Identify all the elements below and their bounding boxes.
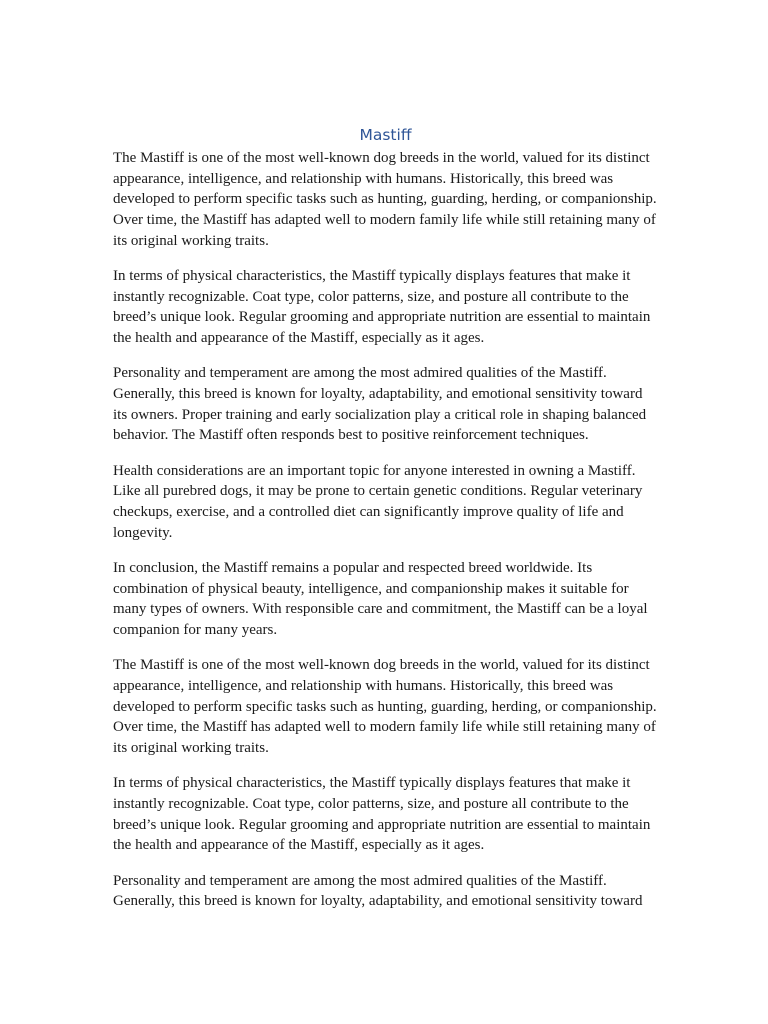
paragraph: In terms of physical characteristics, the Mastiff typically displays features that make it instantly recognizable. Coat type, color patterns, size, and posture all contribute to the breed’s unique look. Regular grooming and appropriate nutrition are essential to maintain the health and appearance of the Mastiff, especially as it ages. bbox=[113, 268, 651, 347]
page-title: Mastiff bbox=[359, 126, 412, 144]
paragraph: The Mastiff is one of the most well-known dog breeds in the world, valued for its distinct appearance, intelligence, and relationship with humans. Historically, this breed was developed to perform specific tasks such as hunting, guarding, herding, or companionship. Over time, the Mastiff has adapted well to modern family life while still retaining many of its original working traits. bbox=[113, 150, 657, 249]
paragraph: The Mastiff is one of the most well-known dog breeds in the world, valued for its distinct appearance, intelligence, and relationship with humans. Historically, this breed was developed to perform specific tasks such as hunting, guarding, herding, or companionship. Over time, the Mastiff has adapted well to modern family life while still retaining many of its original working traits. bbox=[113, 657, 657, 757]
paragraph: Personality and temperament are among the most admired qualities of the Mastiff. Generally, this breed is known for loyalty, adaptability, and emotional sensitivity toward bbox=[113, 872, 643, 910]
paragraph: Personality and temperament are among the most admired qualities of the Mastiff. Generally, this breed is known for loyalty, adaptability, and emotional sensitivity toward its owners. Proper training and early socialization play a critical role in shaping balanced behavior. The Mastiff often responds best to positive reinforcement techniques. bbox=[113, 365, 647, 444]
paragraph: Health considerations are an important topic for anyone interested in owning a Mastiff. Like all purebred dogs, it may be prone to certain genetic conditions. Regular veterinary checkups, exercise, and a controlled diet can significantly improve quality of life and longevity. bbox=[113, 462, 643, 541]
paragraph: In conclusion, the Mastiff remains a popular and respected breed worldwide. Its combination of physical beauty, intelligence, and companionship makes it suitable for many types of owners. With responsible care and commitment, the Mastiff can be a loyal companion for many years. bbox=[113, 559, 648, 639]
document-body bbox=[113, 124, 658, 927]
paragraph: In terms of physical characteristics, the Mastiff typically displays features that make it instantly recognizable. Coat type, color patterns, size, and posture all contribute to the breed’s unique look. Regular grooming and appropriate nutrition are essential to maintain the health and appearance of the Mastiff, especially as it ages. bbox=[113, 775, 651, 854]
